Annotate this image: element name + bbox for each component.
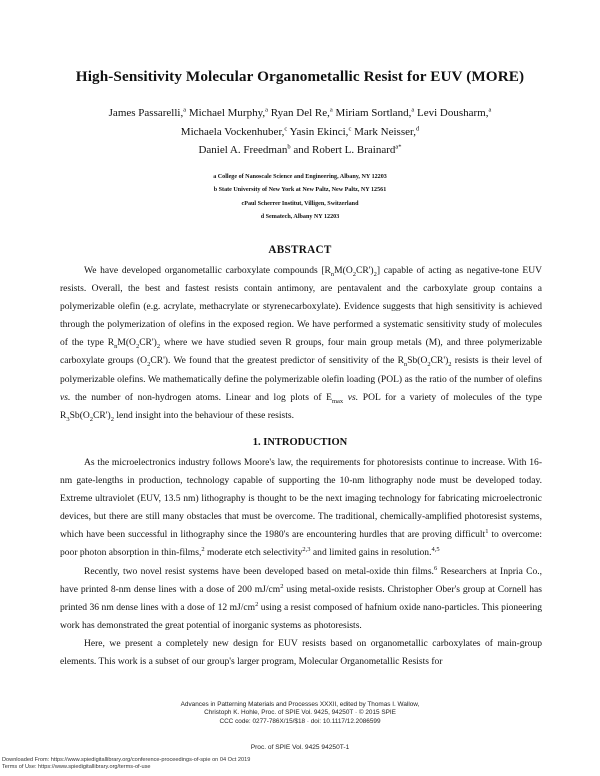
author-line [40, 123, 560, 142]
text-run: using a resist composed of hafnium oxide nano-particles. This pioneering work has demonstrated the great potential of inorganic systems as photoresists. [60, 601, 542, 631]
publication-info [60, 701, 540, 726]
download-source: Downloaded From: https://www.spiedigitallibrary.org/conference-proceedings-of-spie on 04 Oct 2019 [2, 757, 251, 763]
author-line [40, 141, 560, 160]
subscript: 2 [352, 270, 356, 278]
text-run: Sb(O [407, 355, 428, 367]
text-run: CR') [430, 355, 449, 367]
publication-line: Advances in Patterning Materials and Processes XXXII, edited by Thomas I. Wallow, [180, 701, 420, 708]
subscript: 2 [448, 361, 452, 369]
text-run: ] capable of acting as negative-tone EUV resists. Overall, the best and fastest resists contain antimony, are pentavalent and the carboxylate group contains a polymerizable olefin (e.g. acrylate, methacrylate or styrenecarboxylate). Evidence suggests that high sensitivity is achieved through the polymerization of olefins in the exposed region. We have performed a systematic sensitivity study of molecules of the type R [60, 265, 542, 349]
text-run: to overcome: poor photon absorption in thin-films, [60, 529, 542, 559]
text-run: lend insight into the behaviour of these resists. [113, 409, 294, 421]
subscript: max [331, 397, 344, 405]
abstract-heading: ABSTRACT [268, 244, 332, 256]
author-name: Mark Neisser, [351, 125, 416, 138]
subscript: 3 [66, 415, 70, 423]
text-run: M(O [334, 265, 353, 276]
citation-mark: 2 [201, 546, 205, 554]
subscript: n [403, 361, 408, 369]
italic-text: vs. [60, 391, 71, 403]
text-run: where we have studied seven R groups, four main group metals (M), and three polymerizable carboxylate groups (O [60, 337, 542, 367]
abstract-body [60, 262, 542, 425]
author-name: Yasin Ekinci, [287, 125, 349, 138]
italic-text: vs. [347, 391, 359, 403]
affiliation-mark: c [348, 124, 352, 132]
text-run: Sb(O [69, 409, 90, 421]
author-list [40, 104, 560, 160]
subscript: 2 [427, 361, 431, 369]
publication-line: CCC code: 0277-786X/15/$18 · doi: 10.1117/12.2086599 [219, 717, 381, 725]
affiliation-mark: a [411, 106, 415, 114]
author-name: Levi Dousharm, [414, 107, 489, 119]
affiliation-mark: c [284, 124, 288, 132]
affiliation: b State University of New York at New Paltz, New Paltz, NY 12561 [213, 187, 387, 194]
author-name: James Passarelli, [108, 107, 184, 119]
affiliation: cPaul Scherrer Institut, Villigen, Switzerland [241, 200, 359, 207]
author-name: and Robert L. Brainard [290, 144, 396, 156]
author-name: Michael Murphy, [186, 107, 266, 119]
text-run: and limited gains in resolution. [310, 547, 432, 559]
author-name: Michaela Vockenhuber, [180, 125, 285, 138]
citation-mark: 4,5 [431, 546, 440, 554]
citation-mark: 6 [433, 564, 438, 572]
subscript: n [114, 343, 118, 351]
affiliation-mark: b [287, 143, 291, 151]
text-run: Researchers at Inpria Co., have printed 8-nm dense lines with a dose of 200 mJ/cm [60, 565, 543, 595]
text-run: M(O [117, 337, 136, 349]
affiliation-mark: a [265, 106, 269, 114]
text-run: the number of non-hydrogen atoms. Linear and log plots of E [70, 391, 332, 403]
text-run: CR') [139, 337, 157, 349]
subscript: 2 [135, 343, 140, 351]
text-run: POL for a variety of molecules of the type R [60, 391, 543, 421]
section-heading-introduction: 1. INTRODUCTION [252, 437, 348, 448]
affiliation: d Sematech, Albany NY 12203 [260, 214, 340, 221]
introduction-paragraph [60, 454, 542, 563]
text-run: As the microelectronics industry follows Moore's law, the requirements for photoresists continue to increase. With 16-nm gate-lengths in production, technology capable of supporting the 10-nm lithography node must be developed today. Extreme ultraviolet (EUV, 13.5 nm) lithography is thought to be the next imaging technology for fabricating microelectronic devices, but there are still many obstacles that must be overcome. The traditional, chemically-amplified photoresist systems, which have been successful in lithography since the 1980's are encountering hurdles that are proving difficult [60, 457, 542, 541]
text-run: CR') [355, 265, 374, 276]
affiliation-mark: d [415, 124, 420, 132]
abstract-paragraph [60, 262, 542, 425]
subscript: n [330, 270, 335, 278]
publication-line: Christoph K. Hohle, Proc. of SPIE Vol. 9425, 94250T · © 2015 SPIE [204, 709, 396, 717]
page-number: Proc. of SPIE Vol. 9425 94250T-1 [250, 744, 350, 751]
author-name: Miriam Sortland, [332, 107, 412, 119]
affiliation-mark: a [329, 106, 333, 114]
subscript: 2 [373, 270, 377, 278]
affiliation-mark: a* [395, 143, 402, 151]
superscript: 2 [280, 582, 284, 590]
terms-of-use: Terms of Use: https://www.spiedigitallibrary.org/terms-of-use [2, 764, 151, 771]
affiliation-mark: a [488, 106, 492, 114]
affiliation-mark: a [183, 106, 187, 114]
text-run: Recently, two novel resist systems have been developed based on metal-oxide thin films. [84, 565, 434, 577]
author-name: Ryan Del Re, [268, 107, 330, 119]
subscript: 2 [147, 361, 151, 369]
download-notice [2, 757, 250, 772]
superscript: 2 [255, 600, 259, 608]
affiliation: a College of Nanoscale Science and Engineering, Albany, NY 12203 [213, 174, 387, 180]
text-run: moderate etch selectivity [204, 547, 303, 559]
paper-title: High-Sensitivity Molecular Organometallic Resist for EUV (MORE) [75, 68, 525, 85]
introduction-paragraph: Here, we present a completely new design for EUV resists based on organometallic carboxylates of main-group elements. This work is a subset of our group's larger program, Molecular Organometallic Resists for [60, 637, 542, 668]
author-name: Daniel A. Freedman [198, 144, 288, 156]
subscript: 2 [110, 415, 114, 423]
text-run: resists is their level of polymerizable olefins. We mathematically define the polymerizable olefin loading (POL) as the ratio of the number of olefins [60, 355, 542, 385]
introduction-paragraph [60, 563, 542, 635]
introduction-body [60, 454, 542, 671]
text-run: using metal-oxide resists. Christopher Ober's group at Cornell has printed 36 nm dense lines with a dose of 12 mJ/cm [60, 583, 543, 613]
citation-mark: 1 [485, 528, 489, 536]
text-run: CR'). We found that the greatest predictor of sensitivity of the R [150, 355, 404, 367]
author-line [40, 104, 560, 123]
subscript: 2 [89, 415, 94, 423]
affiliation-list [40, 171, 560, 225]
subscript: 2 [156, 343, 161, 351]
citation-mark: 2,3 [302, 546, 311, 554]
text-run: We have developed organometallic carboxylate compounds [R [84, 265, 331, 276]
text-run: CR') [93, 409, 111, 421]
